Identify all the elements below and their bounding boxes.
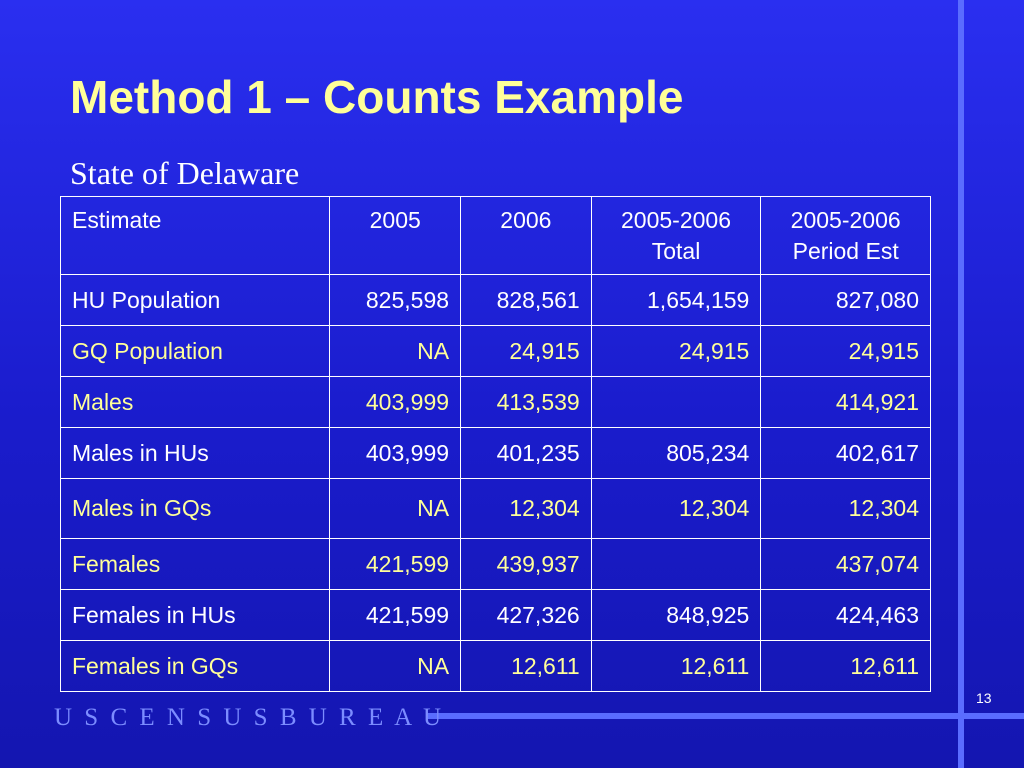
cell-period-est: 24,915 (761, 326, 931, 377)
cell-2006: 413,539 (461, 377, 592, 428)
cell-2006: 401,235 (461, 428, 592, 479)
cell-total: 848,925 (591, 590, 761, 641)
cell-2006: 24,915 (461, 326, 592, 377)
page-number: 13 (976, 690, 992, 706)
cell-2005: NA (330, 479, 461, 539)
table-row (61, 275, 931, 326)
table-row (61, 377, 931, 428)
cell-period-est: 827,080 (761, 275, 931, 326)
slide-title: Method 1 – Counts Example (70, 71, 684, 123)
cell-2005: 825,598 (330, 275, 461, 326)
header-estimate: Estimate (61, 197, 330, 275)
vertical-accent-line (958, 0, 964, 768)
cell-period-est: 12,304 (761, 479, 931, 539)
header-2005: 2005 (330, 197, 461, 275)
cell-2006: 12,611 (461, 641, 592, 692)
cell-2005: 421,599 (330, 590, 461, 641)
cell-total: 12,611 (591, 641, 761, 692)
cell-total: 805,234 (591, 428, 761, 479)
cell-total (591, 539, 761, 590)
row-label: Females (61, 539, 330, 590)
table-row (61, 590, 931, 641)
header-total: 2005-2006 Total (591, 197, 761, 275)
table-row (61, 539, 931, 590)
row-label: Males (61, 377, 330, 428)
cell-2005: NA (330, 641, 461, 692)
horizontal-accent-line (426, 713, 1024, 719)
table-row (61, 326, 931, 377)
census-bureau-logo: U S C E N S U S B U R E A U (54, 704, 445, 731)
table-row (61, 641, 931, 692)
cell-2006: 427,326 (461, 590, 592, 641)
row-label: Males in GQs (61, 479, 330, 539)
cell-period-est: 414,921 (761, 377, 931, 428)
header-period-est: 2005-2006 Period Est (761, 197, 931, 275)
cell-period-est: 437,074 (761, 539, 931, 590)
cell-2005: 403,999 (330, 377, 461, 428)
row-label: Males in HUs (61, 428, 330, 479)
estimates-table (60, 196, 931, 692)
row-label: HU Population (61, 275, 330, 326)
cell-period-est: 424,463 (761, 590, 931, 641)
cell-period-est: 12,611 (761, 641, 931, 692)
cell-total (591, 377, 761, 428)
table-row (61, 428, 931, 479)
cell-period-est: 402,617 (761, 428, 931, 479)
slide-subtitle: State of Delaware (70, 155, 300, 191)
cell-total: 1,654,159 (591, 275, 761, 326)
cell-2006: 439,937 (461, 539, 592, 590)
row-label: Females in GQs (61, 641, 330, 692)
table-row (61, 479, 931, 539)
table-header-row (61, 197, 931, 275)
row-label: GQ Population (61, 326, 330, 377)
cell-2005: 403,999 (330, 428, 461, 479)
cell-2005: NA (330, 326, 461, 377)
cell-2006: 828,561 (461, 275, 592, 326)
cell-total: 12,304 (591, 479, 761, 539)
cell-total: 24,915 (591, 326, 761, 377)
cell-2005: 421,599 (330, 539, 461, 590)
row-label: Females in HUs (61, 590, 330, 641)
header-2006: 2006 (461, 197, 592, 275)
cell-2006: 12,304 (461, 479, 592, 539)
